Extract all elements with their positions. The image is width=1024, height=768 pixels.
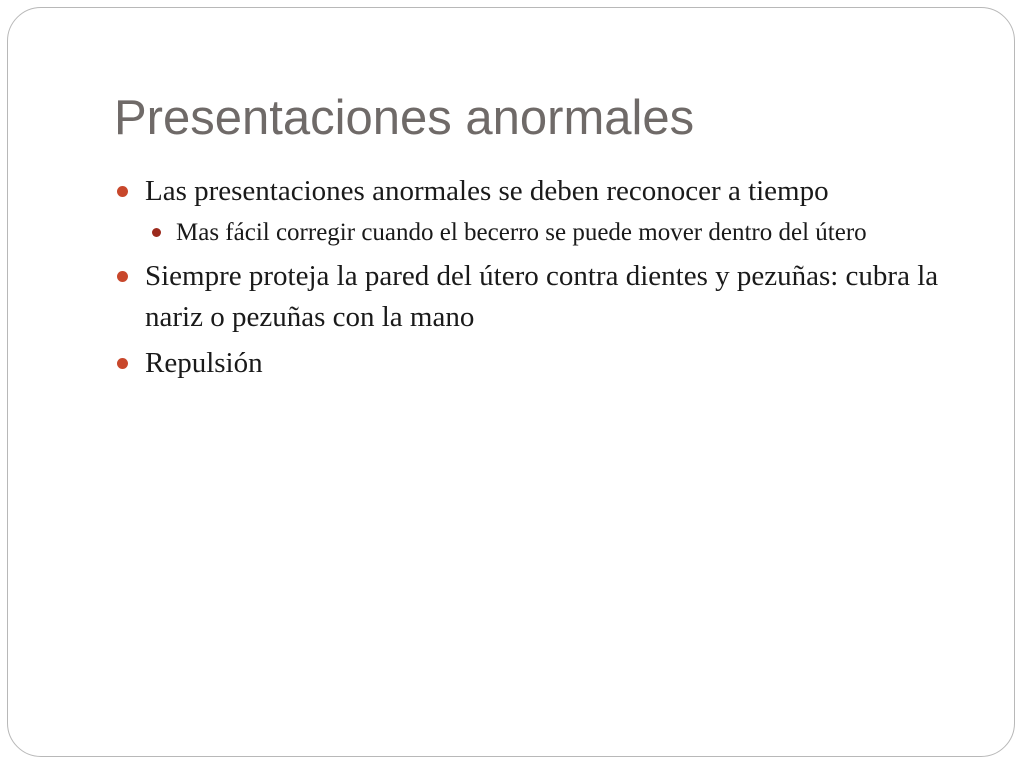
bullet-dot-icon	[117, 358, 128, 369]
bullet-text: Siempre proteja la pared del útero contra dientes y pezuñas: cubra la nariz o pezuñas con la mano	[145, 260, 939, 333]
bullet-dot-icon	[117, 271, 128, 282]
sub-bullet-item	[145, 214, 964, 251]
slide-title: Presentaciones anormales	[114, 91, 695, 145]
sub-bullet-list	[145, 214, 964, 251]
sub-bullet-text: Mas fácil corregir cuando el becerro se puede mover dentro del útero	[176, 219, 867, 246]
bullet-list	[114, 171, 964, 389]
bullet-text: Repulsión	[145, 347, 263, 379]
sub-bullet-dot-icon	[152, 228, 161, 237]
bullet-text: Las presentaciones anormales se deben reconocer a tiempo	[145, 175, 829, 207]
bullet-item	[114, 256, 964, 338]
bullet-item	[114, 171, 964, 251]
bullet-dot-icon	[117, 186, 128, 197]
slide	[7, 7, 1015, 757]
bullet-item	[114, 343, 964, 384]
